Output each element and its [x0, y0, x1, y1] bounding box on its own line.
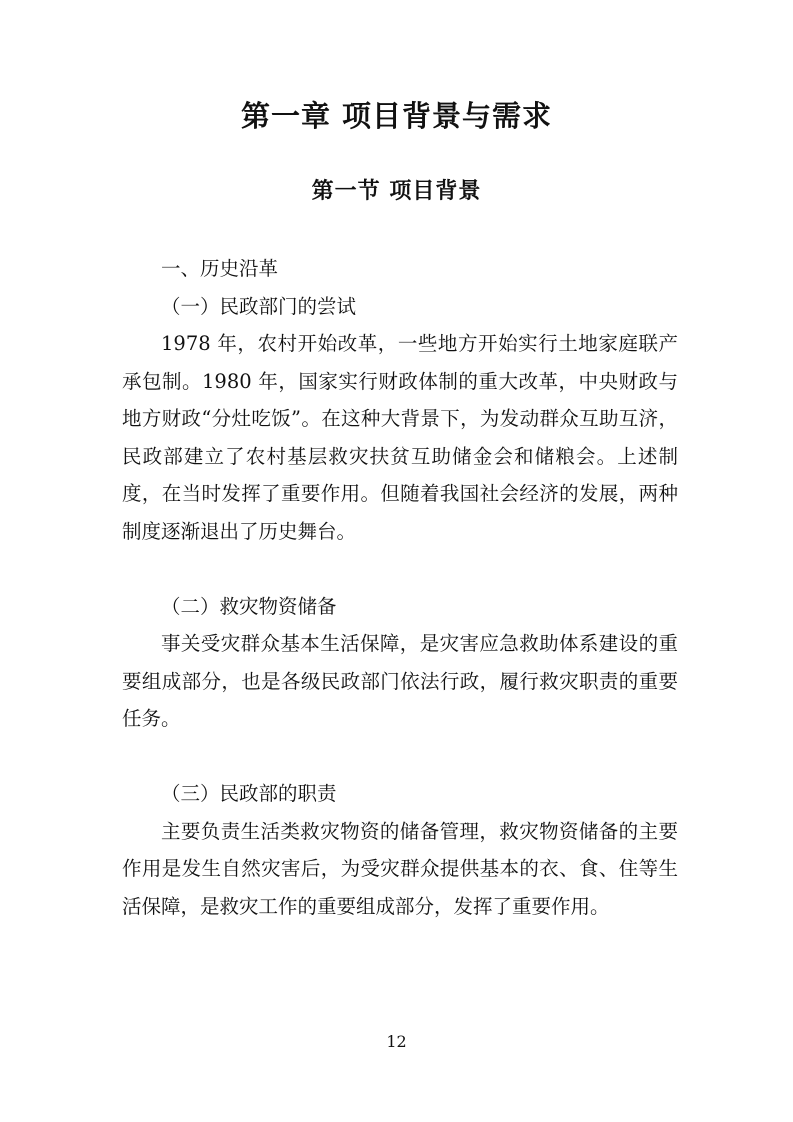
chapter-title: 第一章 项目背景与需求: [240, 99, 553, 133]
subheading-1: （一）民政部门的尝试: [161, 294, 357, 318]
section-title: 第一节 项目背景: [311, 178, 482, 204]
subheading-3: （三）民政部的职责: [161, 782, 337, 805]
paragraph-1: 1978 年，农村开始改革，一些地方开始实行土地家庭联产承包制。1980 年，国家实行财政体制的重大改革，中央财政与地方财政“分灶吃饭”。在这种大背景下，为发动群众互助互济，民政部建立了农村基层救灾扶贫互助储金会和储粮会。上述制度，在当时发挥了重要作用。但随着我国社会经济的发展，两种制度逐渐退出了历史舞台。: [122, 332, 678, 543]
paragraph-3: 主要负责生活类救灾物资的储备管理，救灾物资储备的主要作用是发生自然灾害后，为受灾群众提供基本的衣、食、住等生活保障，是救灾工作的重要组成部分，发挥了重要作用。: [122, 819, 678, 918]
paragraph-spacer: [122, 738, 678, 776]
paragraph-spacer: [122, 550, 678, 588]
body-text: [122, 250, 678, 925]
page-number: 12: [386, 1032, 407, 1051]
subheading-2: （二）救灾物资储备: [161, 594, 337, 618]
paragraph-2: 事关受灾群众基本生活保障，是灾害应急救助体系建设的重要组成部分，也是各级民政部门依法行政，履行救灾职责的重要任务。: [122, 632, 678, 730]
heading-history: 一、历史沿革: [161, 257, 279, 280]
